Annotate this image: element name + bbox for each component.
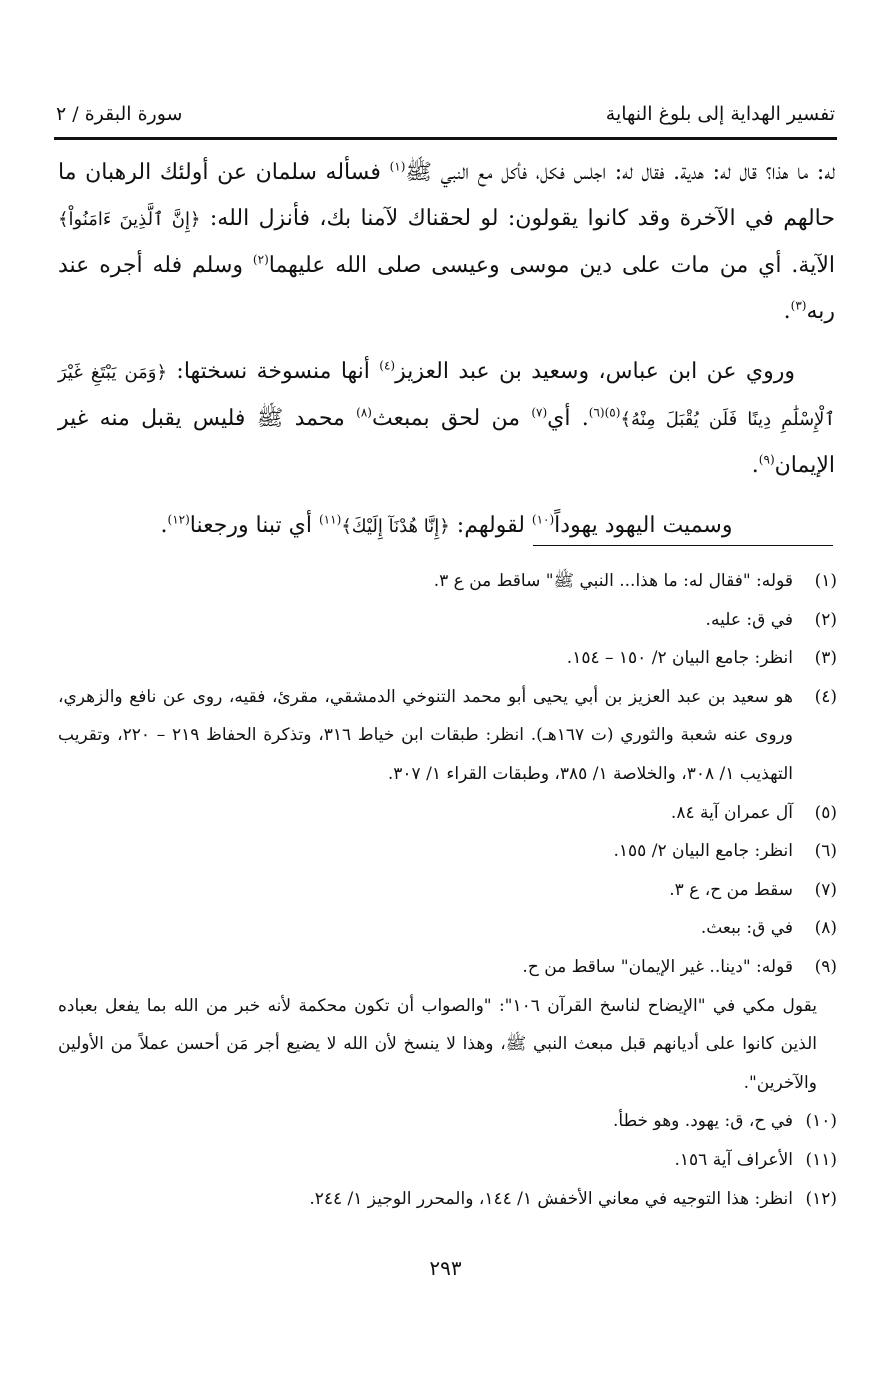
footnote-ref: (١٢) [167,512,190,527]
footnote-ref: (١١) [318,512,342,527]
footnote-10: (١٠) في ح، ق: يهود. وهو خطأ. [612,1111,837,1132]
book-title: تفسير الهداية إلى بلوغ النهاية [605,103,835,125]
quran-verse: ﴿وَمَن يَبْتَغِ غَيْرَ ٱلْإِسْلَٰمِ دِينًا فَلَن يُقْبَلَ مِنْهُ﴾ [58,362,835,430]
footnote-3: (٣) انظر: جامع البيان ٢/ ١٥٠ – ١٥٤. [566,648,837,669]
footnote-ref: (٧) [531,405,548,420]
footnote-11: (١١) الأعراف آية ١٥٦. [674,1149,837,1170]
paragraph-1: له: ما هذا؟ قال له: هدية. فقال له: اجلس فكل، فأكل مع النبي ﷺ$^{(١)}$ فسأله سلمان عن أولئك الرهبان ما حالهم في الآخرة وقد كانوا يقولون: لو لحقناك لآمنا بك، فأنزل الله: ﴿إِنَّ ٱلَّذِينَ ءَامَنُواْ﴾ الآية. أي من مات على دين موسى وعيسى صلى الله عليهما$^{(٢)}$ وسلم فله أجره عند ربه$^{(٣)}$. [58,159,835,324]
footnote-7: (٧) سقط من ح، ع ٣. [669,879,837,900]
footnote-6: (٦) انظر: جامع البيان ٢/ ١٥٥. [613,841,837,862]
footnote-9-continuation: يقول مكي في "الإيضاح لناسخ القرآن ١٠٦": "والصواب أن تكون محكمة لأنه خبر من الله بما يفعل بعباده الذين كانوا على أديانهم قبل مبعث النبي ﷺ، وهذا لا ينسخ لأن الله لا يضيع أجر مَن أحسن عملاً من الأولين والآخرين". [58,995,818,1093]
footnote-8: (٨) في ق: ببعث. [700,918,837,939]
footnote-ref: (٤) [379,358,396,373]
quran-verse: ﴿إِنَّ ٱلَّذِينَ ءَامَنُواْ﴾ [58,209,201,230]
quran-verse: ﴿إِنَّا هُدْنَآ إِلَيْكَ﴾ [341,516,450,537]
footnote-9: (٩) قوله: "دينا.. غير الإيمان" ساقط من ح. [522,956,837,977]
footnote-4: (٤) هو سعيد بن عبد العزيز بن أبي يحيى أبو محمد التنوخي الدمشقي، مقرئ، فقيه، روى عن نافع والزهري، وروى عنه شعبة والثوري (ت ١٦٧هـ). انظر: طبقات ابن خياط ٣١٦، وتذكرة الحفاظ ٢١٩ – ٢٢٠، وتقريب التهذيب ١/ ٣٠٨، والخلاصة ١/ ٣٨٥، وطبقات القراء ١/ ٣٠٧. [58,686,837,784]
footnote-ref: (٣) [790,298,807,313]
page-number: ٢٩٣ [429,1256,462,1280]
footnote-separator [533,545,833,546]
footnote-ref: (١) [389,159,406,174]
footnote-2: (٢) في ق: عليه. [705,609,837,630]
footnote-1: (١) قوله: "فقال له: ما هذا... النبي ﷺ" ساقط من ع ٣. [433,571,837,591]
footnote-ref: (٩) [758,452,775,467]
paragraph-3: وسميت اليهود يهوداً$^{(١٠)}$ لقولهم: ﴿إِنَّا هُدْنَآ إِلَيْكَ﴾$^{(١١)}$ أي تبنا ورجعنا$^{(١٢)}$. [160,512,733,538]
running-header [56,96,835,132]
footnotes [58,562,837,1218]
footnote-ref: (٢) [252,252,269,267]
footnote-ref: (٨) [356,405,372,420]
footnote-5: (٥) آل عمران آية ٨٤. [670,802,837,823]
surah-name: سورة البقرة / ٢ [56,103,183,125]
footnote-12: (١٢) انظر: هذا التوجيه في معاني الأخفش ١/ ١٤٤، والمحرر الوجيز ١/ ٢٤٤. [309,1188,837,1209]
footnote-ref: (١٠) [531,512,555,527]
main-text [58,150,835,564]
header-rule [54,137,837,140]
footnote-ref: (٥)(٦) [588,405,621,420]
paragraph-2: وروي عن ابن عباس، وسعيد بن عبد العزيز$^{(٤)}$ أنها منسوخة نسختها: ﴿وَمَن يَبْتَغِ غَيْرَ ٱلْإِسْلَٰمِ دِينًا فَلَن يُقْبَلَ مِنْهُ﴾$^{(٥)(٦)}$. أي$^{(٧)}$ من لحق بمبعث$^{(٨)}$ محمد ﷺ فليس يقبل منه غير الإيمان$^{(٩)}$. [58,358,835,478]
